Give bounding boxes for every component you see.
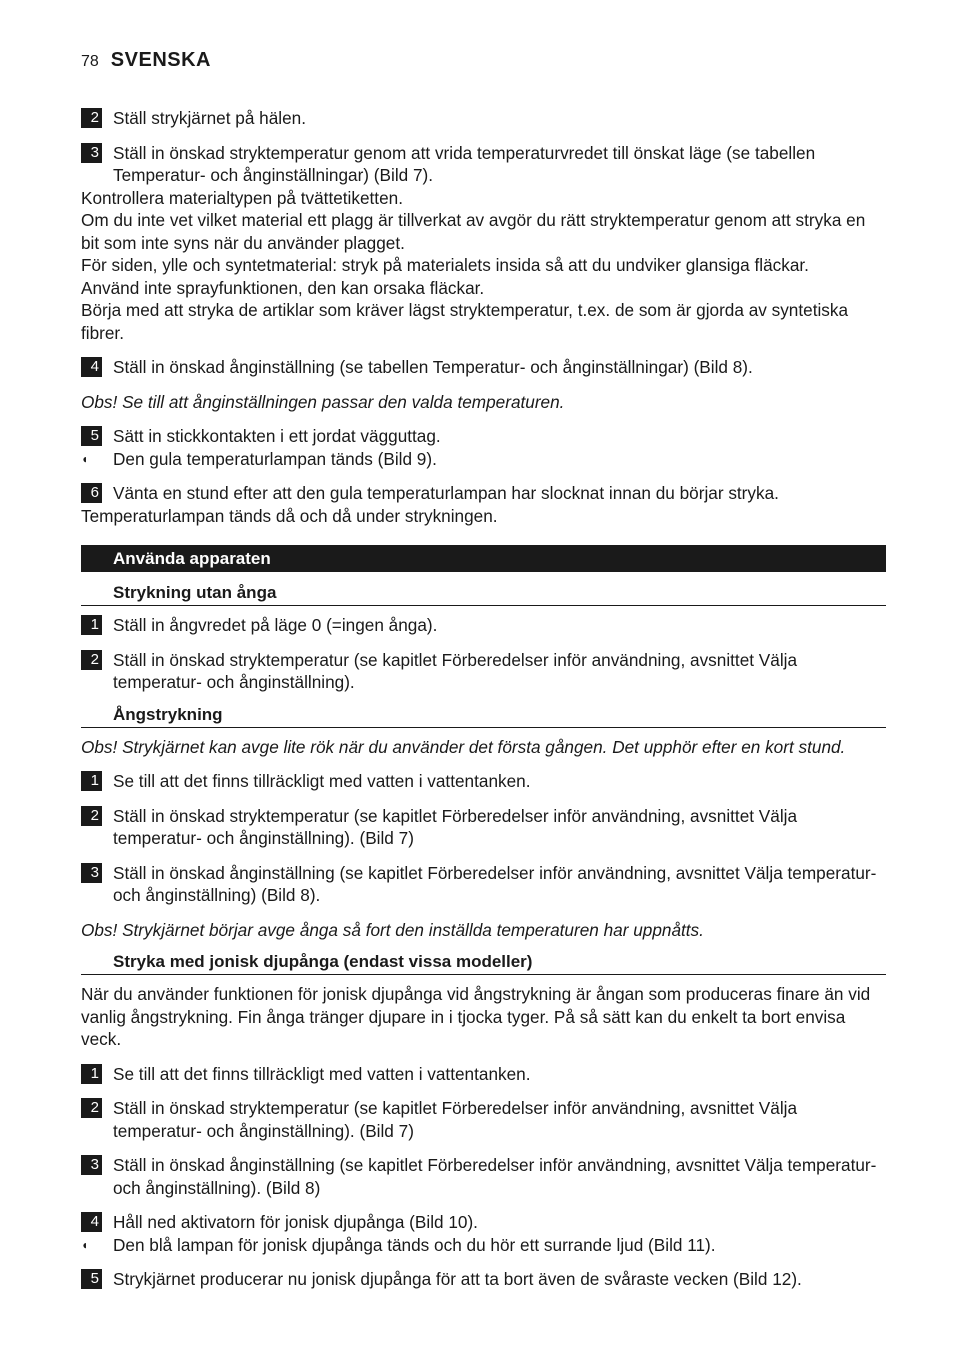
step-number: 3 xyxy=(81,1155,102,1175)
step xyxy=(81,142,886,187)
step xyxy=(81,1268,886,1291)
step-text: Ställ in önskad stryktemperatur (se kapitlet Förberedelser inför användning, avsnittet Välja temperatur- och ånginställning). (Bild 7) xyxy=(113,805,798,848)
paragraph: Använd inte sprayfunktionen, den kan orsaka fläckar. xyxy=(81,277,485,298)
step xyxy=(81,107,886,130)
step xyxy=(81,805,886,850)
step-number: 3 xyxy=(81,143,102,163)
step-text: Ställ in ångvredet på läge 0 (=ingen ånga). xyxy=(113,615,438,635)
step-number: 5 xyxy=(81,1269,102,1289)
note: Obs! Strykjärnet kan avge lite rök när du använder det första gången. Det upphör efter en kort stund. xyxy=(81,736,846,757)
page-number: 78 xyxy=(81,53,99,70)
step-text: Ställ in önskad ånginställning (se tabellen Temperatur- och ånginställningar) (Bild 8). xyxy=(113,357,753,377)
step-text: Se till att det finns tillräckligt med vatten i vattentanken. xyxy=(113,1063,531,1084)
result-arrow-icon: ◖ xyxy=(81,1237,89,1252)
step xyxy=(81,1097,886,1142)
result-text: Den blå lampan för jonisk djupånga tänds och du hör ett surrande ljud (Bild 11). xyxy=(113,1234,716,1255)
page-content xyxy=(81,107,886,1291)
step xyxy=(81,1063,886,1086)
result-arrow-icon: ◖ xyxy=(81,451,89,466)
section-heading: Använda apparaten xyxy=(81,545,886,572)
step-text: Ställ in önskad stryktemperatur (se kapitlet Förberedelser inför användning, avsnittet Välja temperatur- och ånginställning). (Bild 7) xyxy=(113,1098,798,1141)
step xyxy=(81,482,886,505)
step-text: Ställ in önskad ånginställning (se kapitlet Förberedelser inför användning, avsnittet Välja temperatur- och ånginställning). (Bild 8) xyxy=(113,1155,877,1198)
page-header xyxy=(81,49,211,73)
step-text: Ställ strykjärnet på hälen. xyxy=(113,108,306,128)
step xyxy=(81,770,886,793)
step xyxy=(81,862,886,907)
result-text: Den gula temperaturlampan tänds (Bild 9). xyxy=(113,448,437,469)
subsection-heading: Stryka med jonisk djupånga (endast vissa modeller) xyxy=(81,949,886,975)
step-text: Strykjärnet producerar nu jonisk djupånga för att ta bort även de svåraste vecken (Bild 12). xyxy=(113,1269,802,1289)
step-text: Ställ in önskad stryktemperatur (se kapitlet Förberedelser inför användning, avsnittet Välja temperatur- och ånginställning). xyxy=(113,649,798,692)
step-number: 2 xyxy=(81,650,102,670)
step-number: 3 xyxy=(81,863,102,883)
step-text: Ställ in önskad stryktemperatur genom att vrida temperaturvredet till önskat läge (se tabellen Temperatur- och ånginställningar) (Bild 7). xyxy=(113,142,816,185)
note: Obs! Se till att ånginställningen passar den valda temperaturen. xyxy=(81,391,565,412)
note: Obs! Strykjärnet börjar avge ånga så fort den inställda temperaturen har uppnåtts. xyxy=(81,919,704,940)
step xyxy=(81,425,886,448)
step xyxy=(81,356,886,379)
subsection-heading: Strykning utan ånga xyxy=(81,580,886,606)
step xyxy=(81,1154,886,1199)
step-number: 5 xyxy=(81,426,102,446)
step-number: 4 xyxy=(81,1212,102,1232)
step-number: 1 xyxy=(81,771,102,791)
result-line xyxy=(81,448,886,471)
step-text: Håll ned aktivatorn för jonisk djupånga (Bild 10). xyxy=(113,1212,478,1232)
step-text: Vänta en stund efter att den gula temperaturlampan har slocknat innan du börjar stryka. xyxy=(113,483,779,503)
paragraph: Kontrollera materialtypen på tvättetiketten. xyxy=(81,187,403,208)
step xyxy=(81,614,886,637)
language-title: SVENSKA xyxy=(110,49,211,71)
subsection-heading: Ångstrykning xyxy=(81,702,886,728)
step-text: Sätt in stickkontakten i ett jordat vägguttag. xyxy=(113,426,441,446)
paragraph: Börja med att stryka de artiklar som kräver lägst stryktemperatur, t.ex. de som är gjorda av syntetiska fibrer. xyxy=(81,300,849,343)
step-number: 6 xyxy=(81,483,102,503)
paragraph: När du använder funktionen för jonisk djupånga vid ångstrykning är ångan som produceras finare än vid vanlig ångstrykning. Fin ånga tränger djupare in i tjocka tyger. På så sätt kan du enkelt ta bort envisa veck. xyxy=(81,984,871,1049)
step-number: 1 xyxy=(81,1064,102,1084)
step-text: Ställ in önskad ånginställning (se kapitlet Förberedelser inför användning, avsnittet Välja temperatur- och ånginställning) (Bild 8). xyxy=(113,862,877,905)
step-number: 2 xyxy=(81,806,102,826)
step-number: 2 xyxy=(81,1098,102,1118)
result-line xyxy=(81,1234,886,1257)
step xyxy=(81,649,886,694)
step xyxy=(81,1211,886,1234)
step-number: 4 xyxy=(81,357,102,377)
step-text: Se till att det finns tillräckligt med vatten i vattentanken. xyxy=(113,771,531,791)
paragraph: För siden, ylle och syntetmaterial: stryk på materialets insida så att du undviker glansiga fläckar. xyxy=(81,255,809,275)
paragraph: Om du inte vet vilket material ett plagg är tillverkat av avgör du rätt stryktemperatur genom att stryka en bit som inte syns när du använder plagget. xyxy=(81,210,866,253)
paragraph: Temperaturlampan tänds då och då under strykningen. xyxy=(81,505,498,526)
step-number: 1 xyxy=(81,615,102,635)
step-number: 2 xyxy=(81,108,102,128)
